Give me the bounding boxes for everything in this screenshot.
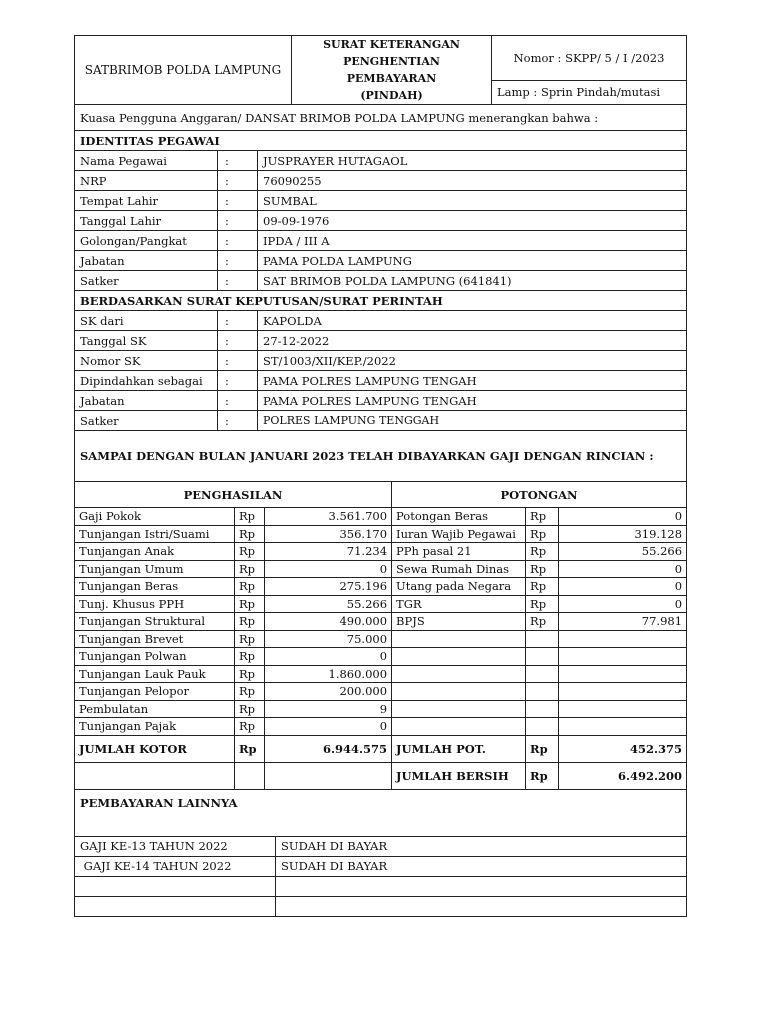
field-separator: : [218,191,258,211]
salary-table [74,481,687,790]
income-value: 75.000 [265,630,392,648]
deduction-value: 0 [559,560,687,578]
payment-statement: SAMPAI DENGAN BULAN JANUARI 2023 TELAH DIBAYARKAN GAJI DENGAN RINCIAN : [75,431,687,482]
deduction-currency: Rp [526,508,559,526]
salary-row [75,630,687,648]
identitas-heading: IDENTITAS PEGAWAI [75,131,687,151]
deduction-currency: Rp [526,560,559,578]
title-line-2: PENGHENTIAN PEMBAYARAN [343,55,440,85]
field-value: SUMBAL [258,191,687,211]
field-label: Jabatan [75,391,218,411]
field-label: Tanggal SK [75,331,218,351]
income-value: 490.000 [265,613,392,631]
intro-text: Kuasa Pengguna Anggaran/ DANSAT BRIMOB POLDA LAMPUNG menerangkan bahwa : [75,105,687,131]
deduction-value [559,665,687,683]
field-separator: : [218,211,258,231]
deduction-value [559,683,687,701]
income-label: Tunjangan Pajak [75,718,235,736]
income-currency: Rp [235,543,265,561]
field-label: Dipindahkan sebagai [75,371,218,391]
deduction-currency [526,648,559,666]
income-label: Tunjangan Struktural [75,613,235,631]
salary-row [75,700,687,718]
field-separator: : [218,331,258,351]
field-label: Golongan/Pangkat [75,231,218,251]
deduction-label: Utang pada Negara [392,578,526,596]
other-payment-label: GAJI KE-14 TAHUN 2022 [75,856,276,876]
sk-row [75,331,687,351]
other-payment-status: SUDAH DI BAYAR [276,856,687,876]
field-label: Satker [75,271,218,291]
jumlah-bersih-currency: Rp [526,762,559,789]
salary-row [75,595,687,613]
field-label: SK dari [75,311,218,331]
lainnya-heading: PEMBAYARAN LAINNYA [75,789,687,836]
deduction-currency: Rp [526,543,559,561]
salary-row [75,665,687,683]
deduction-currency [526,700,559,718]
document [74,35,686,917]
deduction-label [392,665,526,683]
jumlah-pot-label: JUMLAH POT. [392,735,526,762]
other-payment-row [75,836,687,856]
income-currency: Rp [235,630,265,648]
field-value: PAMA POLRES LAMPUNG TENGAH [258,391,687,411]
deduction-label [392,683,526,701]
deduction-currency [526,630,559,648]
deduction-label: Iuran Wajib Pegawai [392,525,526,543]
income-currency: Rp [235,665,265,683]
identitas-row [75,231,687,251]
other-payment-row [75,896,687,916]
sk-row [75,411,687,431]
field-value: SAT BRIMOB POLDA LAMPUNG (641841) [258,271,687,291]
deduction-currency [526,665,559,683]
salary-row [75,525,687,543]
sk-rows [75,311,687,431]
salary-row [75,508,687,526]
salary-row [75,648,687,666]
field-value: PAMA POLDA LAMPUNG [258,251,687,271]
income-label: Tunj. Khusus PPH [75,595,235,613]
field-label: Tempat Lahir [75,191,218,211]
jumlah-pot-value: 452.375 [559,735,687,762]
salary-row [75,578,687,596]
income-currency: Rp [235,683,265,701]
deduction-label [392,718,526,736]
title-line-3: (PINDAH) [360,89,423,102]
lainnya-rows [75,836,687,916]
field-value: 76090255 [258,171,687,191]
income-label: Gaji Pokok [75,508,235,526]
deduction-value: 55.266 [559,543,687,561]
other-payment-label [75,896,276,916]
identity-table [74,104,687,482]
field-value: JUSPRAYER HUTAGAOL [258,151,687,171]
identitas-row [75,271,687,291]
field-separator: : [218,371,258,391]
income-value: 275.196 [265,578,392,596]
deduction-label: Sewa Rumah Dinas [392,560,526,578]
jumlah-bersih-label: JUMLAH BERSIH [392,762,526,789]
salary-rows [75,508,687,736]
title-line-1: SURAT KETERANGAN [323,38,460,51]
field-separator: : [218,171,258,191]
deduction-currency: Rp [526,613,559,631]
income-value: 3.561.700 [265,508,392,526]
income-currency: Rp [235,718,265,736]
income-value: 0 [265,560,392,578]
field-label: Jabatan [75,251,218,271]
field-value: POLRES LAMPUNG TENGGAH [258,411,687,431]
income-label: Tunjangan Polwan [75,648,235,666]
deduction-currency: Rp [526,595,559,613]
deduction-currency: Rp [526,578,559,596]
jumlah-kotor-currency: Rp [235,735,265,762]
field-separator: : [218,351,258,371]
income-value: 0 [265,648,392,666]
income-value: 1.860.000 [265,665,392,683]
income-currency: Rp [235,578,265,596]
identitas-rows [75,151,687,291]
income-value: 71.234 [265,543,392,561]
identitas-row [75,171,687,191]
deduction-label [392,700,526,718]
income-currency: Rp [235,613,265,631]
other-payment-status [276,876,687,896]
income-label: Tunjangan Lauk Pauk [75,665,235,683]
deduction-value: 0 [559,578,687,596]
deduction-value [559,648,687,666]
other-payments-table [74,789,687,917]
income-label: Tunjangan Pelopor [75,683,235,701]
empty-cell [75,762,235,789]
attachment-note: Lamp : Sprin Pindah/mutasi [492,80,687,104]
sk-row [75,311,687,331]
document-number: Nomor : SKPP/ 5 / I /2023 [492,36,687,81]
deduction-label: TGR [392,595,526,613]
income-label: Tunjangan Brevet [75,630,235,648]
income-currency: Rp [235,595,265,613]
field-label: Nomor SK [75,351,218,371]
field-label: Satker [75,411,218,431]
jumlah-kotor-label: JUMLAH KOTOR [75,735,235,762]
income-value: 9 [265,700,392,718]
field-value: 09-09-1976 [258,211,687,231]
potongan-heading: POTONGAN [392,482,687,508]
other-payment-label: GAJI KE-13 TAHUN 2022 [75,836,276,856]
salary-row [75,683,687,701]
deduction-label: PPh pasal 21 [392,543,526,561]
salary-row [75,560,687,578]
salary-row [75,718,687,736]
field-value: PAMA POLRES LAMPUNG TENGAH [258,371,687,391]
deduction-label: Potongan Beras [392,508,526,526]
deduction-currency [526,683,559,701]
field-separator: : [218,311,258,331]
empty-cell [265,762,392,789]
deduction-label [392,630,526,648]
sk-row [75,371,687,391]
unit-name: SATBRIMOB POLDA LAMPUNG [75,36,292,105]
document-title [292,36,492,105]
deduction-value [559,700,687,718]
income-value: 55.266 [265,595,392,613]
deduction-value [559,718,687,736]
salary-row [75,613,687,631]
other-payment-status: SUDAH DI BAYAR [276,836,687,856]
deduction-value: 0 [559,508,687,526]
field-label: Tanggal Lahir [75,211,218,231]
deduction-value: 0 [559,595,687,613]
field-value: KAPOLDA [258,311,687,331]
jumlah-kotor-value: 6.944.575 [265,735,392,762]
identitas-row [75,211,687,231]
other-payment-label [75,876,276,896]
deduction-value: 77.981 [559,613,687,631]
field-value: 27-12-2022 [258,331,687,351]
deduction-currency [526,718,559,736]
field-separator: : [218,251,258,271]
penghasilan-heading: PENGHASILAN [75,482,392,508]
income-label: Pembulatan [75,700,235,718]
deduction-value [559,630,687,648]
income-label: Tunjangan Beras [75,578,235,596]
field-separator: : [218,391,258,411]
identitas-row [75,151,687,171]
jumlah-bersih-value: 6.492.200 [559,762,687,789]
income-value: 200.000 [265,683,392,701]
field-value: ST/1003/XII/KEP./2022 [258,351,687,371]
field-separator: : [218,231,258,251]
jumlah-pot-currency: Rp [526,735,559,762]
other-payment-row [75,876,687,896]
deduction-currency: Rp [526,525,559,543]
other-payment-row [75,856,687,876]
income-currency: Rp [235,525,265,543]
field-label: Nama Pegawai [75,151,218,171]
salary-row [75,543,687,561]
sk-heading: BERDASARKAN SURAT KEPUTUSAN/SURAT PERINTAH [75,291,687,311]
field-separator: : [218,411,258,431]
income-currency: Rp [235,700,265,718]
field-separator: : [218,271,258,291]
income-value: 356.170 [265,525,392,543]
deduction-label [392,648,526,666]
income-currency: Rp [235,508,265,526]
deduction-label: BPJS [392,613,526,631]
income-value: 0 [265,718,392,736]
income-label: Tunjangan Anak [75,543,235,561]
sk-row [75,351,687,371]
sk-row [75,391,687,411]
deduction-value: 319.128 [559,525,687,543]
income-currency: Rp [235,648,265,666]
income-label: Tunjangan Istri/Suami [75,525,235,543]
empty-cell [235,762,265,789]
identitas-row [75,251,687,271]
income-currency: Rp [235,560,265,578]
field-label: NRP [75,171,218,191]
field-separator: : [218,151,258,171]
field-value: IPDA / III A [258,231,687,251]
income-label: Tunjangan Umum [75,560,235,578]
other-payment-status [276,896,687,916]
header-table [74,35,687,105]
identitas-row [75,191,687,211]
